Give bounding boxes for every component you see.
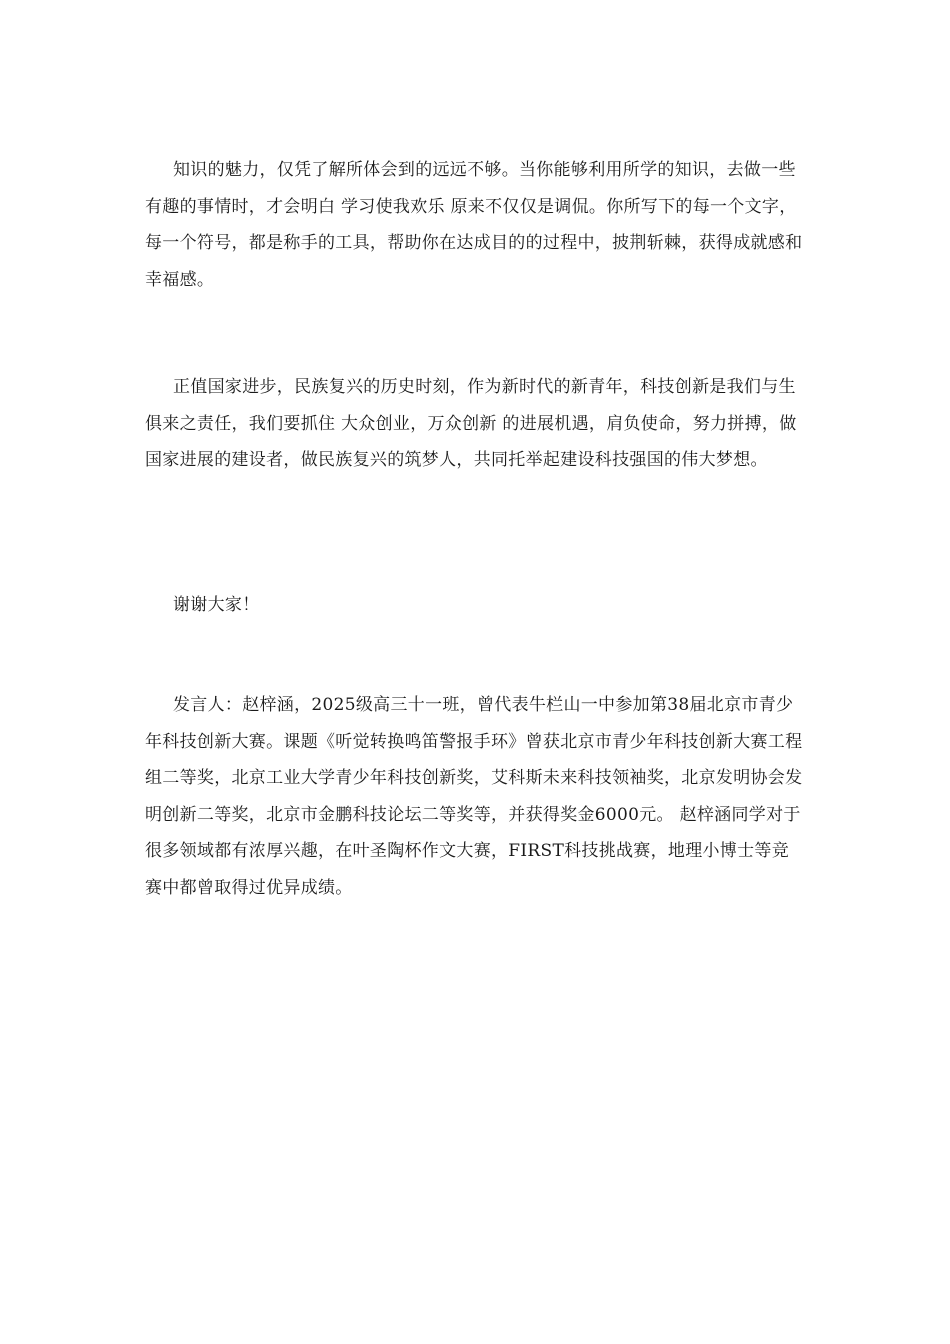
paragraph-innovation: 正值国家进步，民族复兴的历史时刻，作为新时代的新青年，科技创新是我们与生俱来之责任，我们要抓住 大众创业，万众创新 的进展机遇，肩负使命，努力拼搏，做国家进展的建设者，做民族复兴的筑梦人，共同托举起建设科技强国的伟大梦想。 — [145, 377, 797, 470]
paragraph-thanks: 谢谢大家！ — [173, 595, 260, 615]
paragraph-speaker-bio: 发言人：赵梓涵，2025级高三十一班，曾代表牛栏山一中参加第38届北京市青少年科技创新大赛。课题《听觉转换鸣笛警报手环》曾获北京市青少年科技创新大赛工程组二等奖，北京工业大学青少年科技创新奖，艾科斯未来科技领袖奖，北京发明协会发明创新二等奖，北京市金鹏科技论坛二等奖等，并获得奖金6000元。 赵梓涵同学对于很多领域都有浓厚兴趣，在叶圣陶杯作文大赛，FIRST科技挑战赛，地理小博士等竞赛中都曾取得过优异成绩。 — [145, 695, 803, 898]
paragraph-knowledge: 知识的魅力，仅凭了解所体会到的远远不够。当你能够利用所学的知识，去做一些有趣的事情时，才会明白 学习使我欢乐 原来不仅仅是调侃。你所写下的每一个文字，每一个符号，都是称手的工具，帮助你在达成目的的过程中，披荆斩棘，获得成就感和幸福感。 — [145, 160, 803, 290]
